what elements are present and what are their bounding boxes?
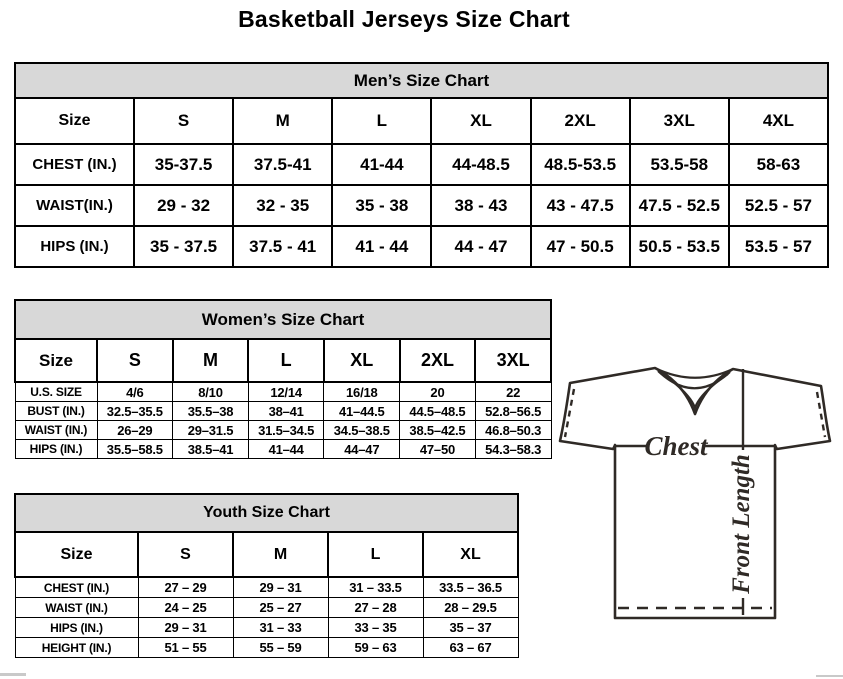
table-row: [15, 440, 551, 459]
value-cell: 29 – 31: [138, 618, 233, 638]
value-cell: 22: [475, 382, 551, 402]
value-cell: 55 – 59: [233, 638, 328, 658]
size-cell: M: [173, 339, 249, 382]
size-cell: XL: [431, 98, 530, 144]
chest-label: Chest: [644, 431, 708, 461]
womens-table-title: Women’s Size Chart: [15, 300, 551, 339]
value-cell: 31 – 33.5: [328, 577, 423, 598]
value-cell: 51 – 55: [138, 638, 233, 658]
value-cell: 37.5-41: [233, 144, 332, 185]
value-cell: 47.5 - 52.5: [630, 185, 729, 226]
row-label: HIPS (IN.): [15, 618, 138, 638]
size-cell: L: [248, 339, 324, 382]
size-header-cell: Size: [15, 532, 138, 577]
value-cell: 31.5–34.5: [248, 421, 324, 440]
value-cell: 12/14: [248, 382, 324, 402]
womens-size-chart-table: [14, 299, 552, 459]
size-cell: M: [233, 532, 328, 577]
value-cell: 54.3–58.3: [475, 440, 551, 459]
row-label: HEIGHT (IN.): [15, 638, 138, 658]
front-length-label: Front Length: [728, 454, 755, 594]
value-cell: 44.5–48.5: [400, 402, 476, 421]
value-cell: 25 – 27: [233, 598, 328, 618]
value-cell: 38–41: [248, 402, 324, 421]
value-cell: 50.5 - 53.5: [630, 226, 729, 267]
value-cell: 41–44: [248, 440, 324, 459]
table-row: [15, 144, 828, 185]
value-cell: 27 – 29: [138, 577, 233, 598]
value-cell: 53.5-58: [630, 144, 729, 185]
value-cell: 52.5 - 57: [729, 185, 828, 226]
jersey-measurement-diagram: [554, 356, 840, 632]
table-row: [15, 402, 551, 421]
value-cell: 59 – 63: [328, 638, 423, 658]
size-header-cell: Size: [15, 98, 134, 144]
row-label: CHEST (IN.): [15, 144, 134, 185]
size-cell: S: [134, 98, 233, 144]
table-row: [15, 577, 518, 598]
value-cell: 29–31.5: [173, 421, 249, 440]
value-cell: 16/18: [324, 382, 400, 402]
size-cell: S: [97, 339, 173, 382]
value-cell: 24 – 25: [138, 598, 233, 618]
value-cell: 35 - 37.5: [134, 226, 233, 267]
row-label: HIPS (IN.): [15, 226, 134, 267]
value-cell: 58-63: [729, 144, 828, 185]
value-cell: 44 - 47: [431, 226, 530, 267]
size-cell: 3XL: [475, 339, 551, 382]
table-header-row: [15, 532, 518, 577]
value-cell: 33.5 – 36.5: [423, 577, 518, 598]
value-cell: 37.5 - 41: [233, 226, 332, 267]
value-cell: 34.5–38.5: [324, 421, 400, 440]
table-header-row: [15, 339, 551, 382]
value-cell: 53.5 - 57: [729, 226, 828, 267]
value-cell: 29 - 32: [134, 185, 233, 226]
table-row: [15, 598, 518, 618]
value-cell: 47–50: [400, 440, 476, 459]
youth-size-chart-table: [14, 493, 519, 658]
table-title-row: [15, 63, 828, 98]
value-cell: 8/10: [173, 382, 249, 402]
size-cell: M: [233, 98, 332, 144]
row-label: U.S. SIZE: [15, 382, 97, 402]
table-row: [15, 226, 828, 267]
scan-artifact-left: [0, 673, 26, 676]
value-cell: 38 - 43: [431, 185, 530, 226]
size-cell: L: [332, 98, 431, 144]
row-label: WAIST(IN.): [15, 185, 134, 226]
value-cell: 35 – 37: [423, 618, 518, 638]
row-label: WAIST (IN.): [15, 421, 97, 440]
value-cell: 33 – 35: [328, 618, 423, 638]
mens-table-title: Men’s Size Chart: [15, 63, 828, 98]
value-cell: 28 – 29.5: [423, 598, 518, 618]
size-cell: L: [328, 532, 423, 577]
value-cell: 32.5–35.5: [97, 402, 173, 421]
row-label: BUST (IN.): [15, 402, 97, 421]
value-cell: 27 – 28: [328, 598, 423, 618]
size-header-cell: Size: [15, 339, 97, 382]
value-cell: 44–47: [324, 440, 400, 459]
table-row: [15, 638, 518, 658]
size-cell: S: [138, 532, 233, 577]
size-cell: 2XL: [531, 98, 630, 144]
size-cell: XL: [324, 339, 400, 382]
table-title-row: [15, 300, 551, 339]
size-cell: 3XL: [630, 98, 729, 144]
value-cell: 35.5–38: [173, 402, 249, 421]
value-cell: 26–29: [97, 421, 173, 440]
value-cell: 47 - 50.5: [531, 226, 630, 267]
size-cell: XL: [423, 532, 518, 577]
value-cell: 32 - 35: [233, 185, 332, 226]
value-cell: 38.5–41: [173, 440, 249, 459]
youth-table-title: Youth Size Chart: [15, 494, 518, 532]
size-cell: 2XL: [400, 339, 476, 382]
table-row: [15, 421, 551, 440]
value-cell: 35 - 38: [332, 185, 431, 226]
mens-size-chart-table: [14, 62, 829, 268]
value-cell: 41–44.5: [324, 402, 400, 421]
value-cell: 46.8–50.3: [475, 421, 551, 440]
value-cell: 48.5-53.5: [531, 144, 630, 185]
table-header-row: [15, 98, 828, 144]
value-cell: 41 - 44: [332, 226, 431, 267]
value-cell: 31 – 33: [233, 618, 328, 638]
value-cell: 20: [400, 382, 476, 402]
scan-artifact-right: [816, 675, 843, 677]
value-cell: 38.5–42.5: [400, 421, 476, 440]
page-title: Basketball Jerseys Size Chart: [238, 6, 570, 32]
value-cell: 35.5–58.5: [97, 440, 173, 459]
row-label: HIPS (IN.): [15, 440, 97, 459]
value-cell: 35-37.5: [134, 144, 233, 185]
table-title-row: [15, 494, 518, 532]
value-cell: 29 – 31: [233, 577, 328, 598]
value-cell: 4/6: [97, 382, 173, 402]
value-cell: 43 - 47.5: [531, 185, 630, 226]
value-cell: 41-44: [332, 144, 431, 185]
row-label: WAIST (IN.): [15, 598, 138, 618]
table-row: [15, 185, 828, 226]
value-cell: 44-48.5: [431, 144, 530, 185]
value-cell: 63 – 67: [423, 638, 518, 658]
size-cell: 4XL: [729, 98, 828, 144]
table-row: [15, 382, 551, 402]
table-row: [15, 618, 518, 638]
value-cell: 52.8–56.5: [475, 402, 551, 421]
row-label: CHEST (IN.): [15, 577, 138, 598]
